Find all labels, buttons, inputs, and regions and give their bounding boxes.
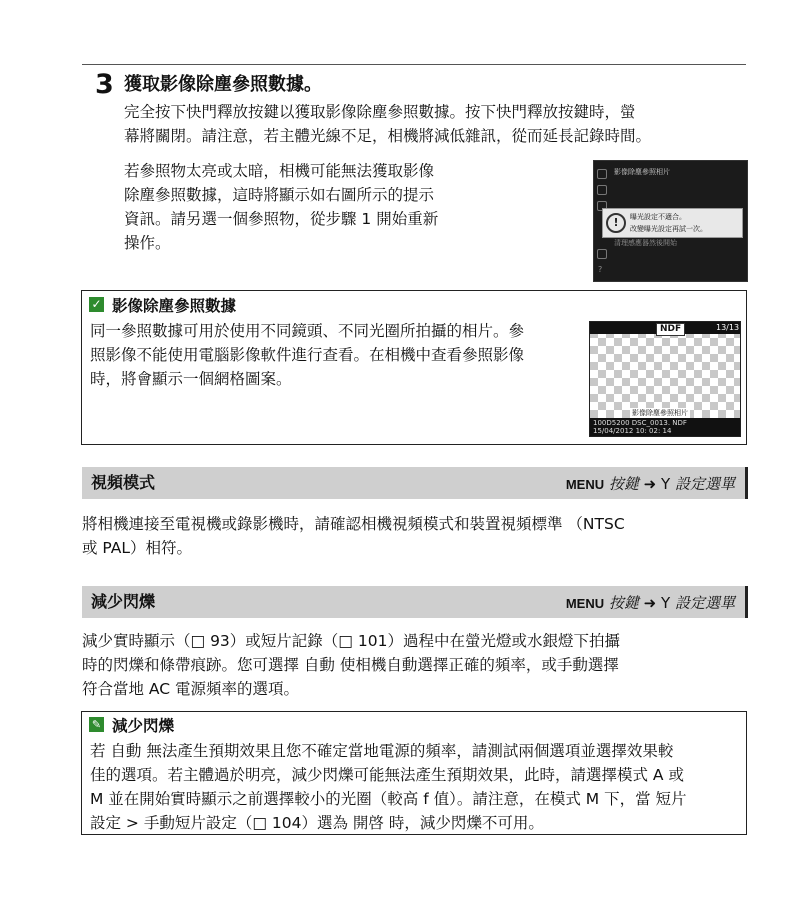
desc-line: 時的閃爍和條帶痕跡。您可選擇 自動 使相機自動選擇正確的頻率，或手動選擇 [82,656,619,674]
ndf-info-bar [590,418,740,436]
ndf-date-info: 15/04/2012 10: 02: 14 [593,427,672,435]
setup-menu-label: 設定選單 [674,475,735,493]
camera-screen-subtext: 清理感應器然後開始 [614,239,677,247]
ndf-file-info: 100D5200 DSC_0013. NDF [593,419,687,427]
flicker-description [82,629,620,701]
alert-icon: ! [606,213,626,233]
step-description [124,100,651,148]
pencil-icon: ✎ [89,717,104,732]
arrow-icon: ➜ [643,475,657,493]
section-header-video-mode [82,467,748,499]
help-icon: ? [598,265,603,274]
step-desc-line: 幕將關閉。請注意，若主體光線不足，相機將減低雜訊，從而延長記錄時間。 [124,127,652,145]
note-line: M 並在開始實時顯示之前選擇較小的光圈（較高 f 值）。請注意，在模式 M 下，當 短片 [90,790,687,808]
ndf-grid-preview [589,321,741,437]
note-box-dust-reference [81,290,747,445]
desc-line: 減少實時顯示（□ 93）或短片記錄（□ 101）過程中在螢光燈或水銀燈下拍攝 [82,632,620,650]
ndf-label: 影像除塵參照相片 [632,409,688,417]
menu-tab-icon [597,249,607,259]
desc-line: 符合當地 AC 電源頻率的選項。 [82,680,300,698]
note-line: 設定 > 手動短片設定（□ 104）選為 開啓 時，減少閃爍不可用。 [90,814,544,832]
ndf-badge: NDF [656,323,685,336]
warning-line: 若參照物太亮或太暗，相機可能無法獲取影像 [124,162,435,180]
video-mode-description [82,512,625,560]
wrench-icon: Y [661,475,671,493]
wrench-icon: Y [661,594,671,612]
button-word: 按鍵 [608,594,639,612]
step-title: 獲取影像除塵參照數據。 [124,74,322,95]
section-header-flicker [82,586,748,618]
section-title: 減少閃爍 [91,592,156,611]
step-desc-line: 完全按下快門釋放按鍵以獲取影像除塵參照數據。按下快門釋放按鍵時，螢 [124,103,636,121]
note-title: 減少閃爍 [112,717,175,735]
note-line: 同一參照數據可用於使用不同鏡頭、不同光圈所拍攝的相片。參 [90,322,525,340]
warning-line: 操作。 [124,234,171,252]
menu-key-label: MENU [565,477,605,492]
camera-message-box [602,208,743,238]
warning-paragraph [124,159,438,255]
warning-line: 資訊。請另選一個參照物，從步驟 1 開始重新 [124,210,439,228]
menu-key-label: MENU [565,596,605,611]
section-title: 視頻模式 [91,473,156,492]
note-body [90,319,524,391]
note-line: 時，將會顯示一個網格圖案。 [90,370,292,388]
setup-menu-label: 設定選單 [674,594,735,612]
arrow-icon: ➜ [643,594,657,612]
note-line: 若 自動 無法產生預期效果且您不確定當地電源的頻率，請測試兩個選項並選擇效果較 [90,742,674,760]
camera-message-line: 改變曝光設定再試一次。 [630,225,707,233]
desc-line: 或 PAL）相符。 [82,539,193,557]
check-icon: ✓ [89,297,104,312]
camera-warning-screen [593,160,748,282]
note-line: 佳的選項。若主體過於明亮，減少閃爍可能無法產生預期效果，此時，請選擇模式 A 或 [90,766,684,784]
camera-message-line: 曝光設定不適合。 [630,213,686,221]
warning-line: 除塵參照數據，這時將顯示如右圖所示的提示 [124,186,435,204]
menu-path [566,474,735,495]
camera-screen-title: 影像除塵參照相片 [614,168,670,176]
button-word: 按鍵 [608,475,639,493]
desc-line: 將相機連接至電視機或錄影機時，請確認相機視頻模式和裝置視頻標準 （NTSC [82,515,625,533]
note-box-flicker [81,711,747,835]
menu-tab-icon [597,185,607,195]
menu-tab-icon [597,169,607,179]
ndf-frame-count: 13/13 [716,323,740,332]
step-number: 3 [95,69,114,100]
top-rule [82,64,746,65]
note-title: 影像除塵參照數據 [112,297,237,315]
menu-path [566,593,735,614]
note-body [90,739,687,835]
note-line: 照影像不能使用電腦影像軟件進行查看。在相機中查看參照影像 [90,346,525,364]
